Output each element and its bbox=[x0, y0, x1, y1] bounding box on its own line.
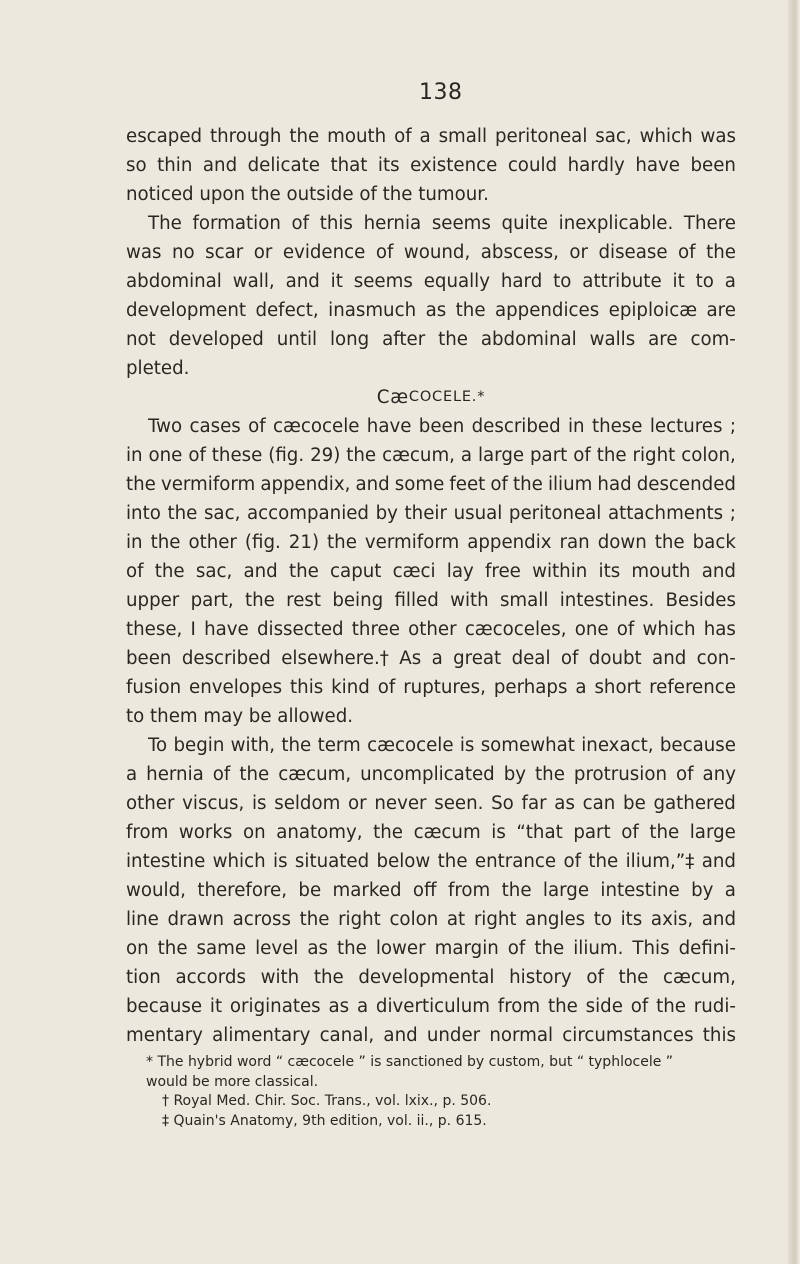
footnote: * The hybrid word “ cæcocele ” is sanctioned by custom, but “ typhlocele ” bbox=[146, 1054, 674, 1070]
page-edge bbox=[788, 0, 800, 1264]
text-line: intestine which is situated below the entrance of the ilium,”‡ and bbox=[126, 851, 736, 872]
text-line: fusion envelopes this kind of ruptures, perhaps a short reference bbox=[126, 677, 736, 698]
paragraph bbox=[126, 209, 736, 383]
footnotes bbox=[146, 1053, 726, 1131]
text-line: the vermiform appendix, and some feet of the ilium had descended bbox=[126, 474, 736, 495]
page-number: 138 bbox=[419, 80, 463, 105]
text-line: line drawn across the right colon at right angles to its axis, and bbox=[126, 909, 736, 930]
text-line: of the sac, and the caput cæci lay free within its mouth and bbox=[126, 561, 736, 582]
footnote: † Royal Med. Chir. Soc. Trans., vol. lxix., p. 506. bbox=[162, 1093, 492, 1109]
text-line: from works on anatomy, the cæcum is “that part of the large bbox=[126, 822, 736, 843]
section-heading: Cæ COCELE.* bbox=[376, 387, 486, 408]
text-line: development defect, inasmuch as the appendices epiploicæ are bbox=[126, 300, 736, 321]
text-line: to them may be allowed. bbox=[126, 706, 354, 727]
footnote: would be more classical. bbox=[146, 1073, 319, 1090]
text-line: pleted. bbox=[126, 358, 190, 379]
text-line: on the same level as the lower margin of the ilium. This defini- bbox=[126, 938, 736, 959]
paragraph bbox=[126, 122, 736, 209]
text-line: other viscus, is seldom or never seen. So far as can be gathered bbox=[126, 793, 736, 814]
text-line: escaped through the mouth of a small peritoneal sac, which was bbox=[126, 126, 736, 147]
text-line: Two cases of cæcocele have been described in these lectures ; bbox=[148, 416, 736, 437]
text-line: was no scar or evidence of wound, abscess, or disease of the bbox=[126, 242, 736, 263]
text-line: upper part, the rest being filled with small intestines. Besides bbox=[126, 590, 736, 611]
text-line: so thin and delicate that its existence could hardly have been bbox=[126, 155, 736, 176]
text-line: abdominal wall, and it seems equally hard to attribute it to a bbox=[126, 271, 736, 292]
footnote: ‡ Quain's Anatomy, 9th edition, vol. ii., p. 615. bbox=[162, 1112, 487, 1129]
text-line: To begin with, the term cæcocele is somewhat inexact, because bbox=[148, 735, 736, 756]
text-line: been described elsewhere.† As a great deal of doubt and con- bbox=[126, 648, 736, 669]
paragraph bbox=[126, 731, 736, 1050]
paragraph bbox=[126, 412, 736, 731]
text-line: The formation of this hernia seems quite inexplicable. There bbox=[148, 213, 736, 234]
text-line: these, I have dissected three other cæcoceles, one of which has bbox=[126, 619, 736, 640]
text-line: because it originates as a diverticulum from the side of the rudi- bbox=[126, 996, 736, 1017]
body-text bbox=[126, 122, 736, 1050]
text-line: in the other (fig. 21) the vermiform appendix ran down the back bbox=[126, 532, 736, 553]
text-line: tion accords with the developmental history of the cæcum, bbox=[126, 967, 736, 988]
text-line: would, therefore, be marked off from the large intestine by a bbox=[126, 880, 736, 901]
text-line: into the sac, accompanied by their usual peritoneal attachments ; bbox=[126, 503, 736, 524]
text-line: noticed upon the outside of the tumour. bbox=[126, 184, 489, 205]
text-line: mentary alimentary canal, and under normal circumstances this bbox=[126, 1025, 736, 1046]
text-line: a hernia of the cæcum, uncomplicated by the protrusion of any bbox=[126, 764, 736, 785]
text-line: in one of these (fig. 29) the cæcum, a large part of the right colon, bbox=[126, 445, 736, 466]
text-line: not developed until long after the abdominal walls are com- bbox=[126, 329, 736, 350]
